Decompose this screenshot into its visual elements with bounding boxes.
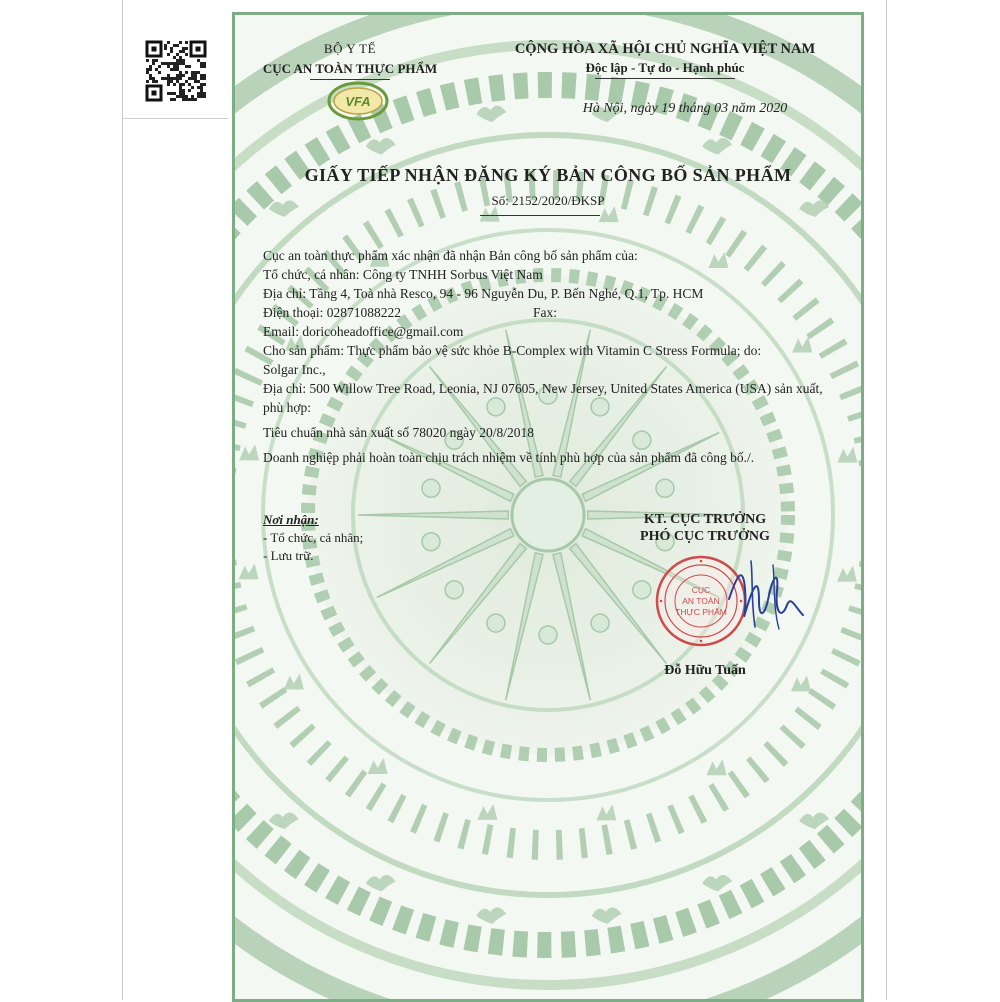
intro-line: Cục an toàn thực phẩm xác nhận đã nhận Bản công bố sản phẩm của: bbox=[263, 248, 638, 263]
thumbnail-separator bbox=[123, 118, 228, 119]
contact-line bbox=[263, 303, 823, 322]
issue-date: Hà Nội, ngày 19 tháng 03 năm 2020 bbox=[582, 101, 788, 116]
manufacturer-address-line: Địa chỉ: 500 Willow Tree Road, Leonia, NJ 07605, New Jersey, United States America (USA) sản xuất, phù hợp: bbox=[263, 381, 823, 415]
nation-name: CỘNG HÒA XÃ HỘI CHỦ NGHĨA VIỆT NAM bbox=[514, 41, 816, 57]
manufacturer-line: Solgar Inc., bbox=[263, 362, 326, 377]
issuer-block bbox=[245, 41, 455, 80]
qr-code-icon[interactable] bbox=[145, 40, 207, 102]
svg-text:AN TOÀN: AN TOÀN bbox=[682, 596, 720, 606]
recipients-heading: Nơi nhận: bbox=[263, 512, 319, 527]
logo-text: VFA bbox=[345, 94, 371, 109]
ministry-name: BỘ Y TẾ bbox=[323, 41, 377, 56]
responsibility-line: Doanh nghiệp phải hoàn toàn chịu trách nhiệm về tính phù hợp của sản phẩm đã công bố./. bbox=[263, 450, 755, 465]
email-line: Email: doricoheadoffice@gmail.com bbox=[263, 324, 464, 339]
panel-divider bbox=[122, 0, 123, 1000]
motto-underline bbox=[595, 78, 735, 79]
fax-label: Fax: bbox=[533, 305, 558, 320]
thumbnail-panel bbox=[0, 0, 123, 1000]
national-motto: Độc lập - Tự do - Hạnh phúc bbox=[585, 60, 745, 75]
standard-line: Tiêu chuẩn nhà sản xuất số 78020 ngày 20/8/2018 bbox=[263, 425, 534, 440]
signatory-title bbox=[605, 511, 805, 545]
department-name: CỤC AN TOÀN THỰC PHẨM bbox=[262, 61, 438, 76]
vfa-logo-icon bbox=[327, 81, 389, 121]
recipient-item: - Lưu trữ. bbox=[263, 548, 314, 563]
nation-block bbox=[475, 41, 855, 79]
phone-text: Điện thoại: 02871088222 bbox=[263, 305, 401, 320]
document-number: Số: 2152/2020/ĐKSP bbox=[491, 193, 605, 208]
issuer-underline bbox=[310, 79, 390, 80]
document-title: GIẤY TIẾP NHẬN ĐĂNG KÝ BẢN CÔNG BỐ SẢN PHẨM bbox=[304, 165, 792, 185]
recipients-block bbox=[263, 511, 483, 565]
svg-text:THỰC PHẨM: THỰC PHẨM bbox=[675, 607, 727, 617]
signatory-title-line-1: KT. CỤC TRƯỞNG bbox=[643, 512, 767, 527]
svg-text:CỤC: CỤC bbox=[691, 585, 711, 595]
page-edge-divider bbox=[886, 0, 887, 1000]
organization-line: Tổ chức, cá nhân: Công ty TNHH Sorbus Việt Nam bbox=[263, 267, 543, 282]
certificate-body bbox=[263, 246, 823, 467]
certificate-document bbox=[232, 12, 864, 1002]
signatory-title-line-2: PHÓ CỤC TRƯỞNG bbox=[640, 529, 770, 544]
signer-name: Đỗ Hữu Tuấn bbox=[664, 663, 746, 678]
number-underline bbox=[480, 215, 600, 216]
recipient-item: - Tổ chức, cá nhân; bbox=[263, 530, 364, 545]
product-line: Cho sản phẩm: Thực phẩm bảo vệ sức khỏe B-Complex with Vitamin C Stress Formula; do: bbox=[263, 343, 762, 358]
address-line: Địa chỉ: Tầng 4, Toà nhà Resco, 94 - 96 Nguyễn Du, P. Bến Nghé, Q.1, Tp. HCM bbox=[263, 286, 704, 301]
handwritten-signature bbox=[721, 555, 811, 637]
